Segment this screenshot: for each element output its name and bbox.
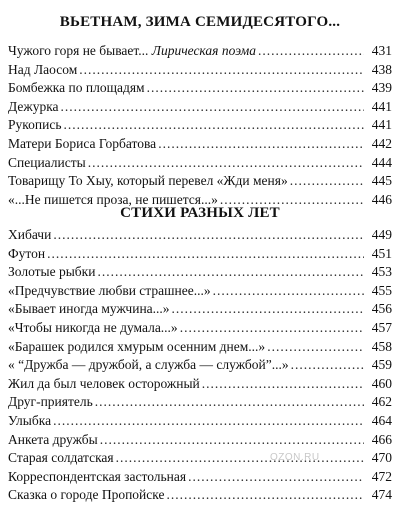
dot-leader — [291, 356, 364, 375]
toc-entry-page: 458 — [371, 338, 392, 354]
toc-entry-page: 431 — [371, 43, 392, 58]
toc-entry-page: 470 — [371, 450, 392, 466]
toc-entry — [8, 135, 392, 154]
toc-entry-page: 456 — [371, 301, 392, 317]
toc-entry — [8, 226, 392, 245]
dot-leader — [53, 226, 364, 245]
toc-entry-page: 464 — [371, 412, 392, 428]
toc-entry-title: «Предчувствие любви страшнее...» — [8, 282, 211, 298]
toc-entry — [8, 449, 392, 468]
toc-entry — [8, 319, 392, 338]
toc-entry-title: Бомбежка по площадям — [8, 80, 145, 96]
dot-leader — [258, 42, 364, 61]
toc-entry — [8, 486, 392, 505]
toc-entry-page: 457 — [371, 319, 392, 335]
toc-entry-title: Над Лаосом — [8, 61, 78, 77]
toc-entry-title: Футон — [8, 245, 46, 261]
dot-leader — [47, 245, 364, 264]
toc-entry — [8, 300, 392, 319]
toc-entry — [8, 431, 392, 450]
toc-entry-page: 438 — [371, 61, 392, 77]
dot-leader — [188, 468, 364, 487]
toc-entry-title: «Чтобы никогда не думала...» — [8, 319, 178, 335]
toc-entry-title: Дежурка — [8, 98, 59, 114]
toc-entry-title: Корреспондентская застольная — [8, 468, 187, 484]
toc-entry — [8, 98, 392, 117]
toc-entry-title: Улыбка — [8, 412, 52, 428]
toc-entry — [8, 375, 392, 394]
dot-leader — [61, 98, 364, 117]
section-title-vietnam: ВЬЕТНАМ, ЗИМА СЕМИДЕСЯТОГО... — [59, 14, 341, 30]
toc-entry-page: 459 — [371, 357, 392, 373]
toc-entry — [8, 468, 392, 487]
toc-entry-page: 449 — [371, 227, 392, 242]
dot-leader — [53, 412, 364, 431]
toc-entry-title: «Бывает иногда мужчина...» — [8, 301, 170, 317]
dot-leader — [213, 282, 364, 301]
dot-leader — [290, 172, 364, 191]
dot-leader — [88, 154, 364, 173]
toc-entry-title: Золотые рыбки — [8, 264, 96, 280]
toc-entry — [8, 412, 392, 431]
dot-leader — [97, 263, 364, 282]
toc-entry-title: Жил да был человек осторожный — [8, 375, 200, 391]
toc-entry — [8, 116, 392, 135]
toc-entry-title — [8, 42, 256, 61]
toc-entry-title: Матери Бориса Горбатова — [8, 135, 157, 151]
toc-entry-page: 445 — [371, 173, 392, 189]
toc-entry-page: 472 — [371, 468, 392, 484]
toc-entry-subtitle: Лирическая поэма — [151, 43, 256, 58]
toc-entry — [8, 282, 392, 301]
dot-leader — [172, 300, 364, 319]
toc-entry-title-text: Чужого горя не бывает... — [8, 43, 149, 58]
toc-entry — [8, 79, 392, 98]
toc-entry-title: Хибачи — [8, 227, 52, 242]
dot-leader — [202, 375, 364, 394]
toc-entry — [8, 61, 392, 80]
toc-entry — [8, 245, 392, 264]
toc-entry — [8, 393, 392, 412]
dot-leader — [100, 431, 364, 450]
dot-leader — [63, 116, 364, 135]
toc-entry-page: 453 — [371, 264, 392, 280]
toc-entry-title: Старая солдатская — [8, 450, 114, 466]
watermark: OZON.RU — [270, 452, 320, 463]
dot-leader — [158, 135, 364, 154]
toc-entry-title: « “Дружба — дружбой, а служба — службой”...» — [8, 357, 289, 373]
toc-entry-page: 439 — [371, 80, 392, 96]
toc-entry-page: 442 — [371, 135, 392, 151]
dot-leader — [180, 319, 364, 338]
toc-entry-title: Сказка о городе Пропойске — [8, 487, 165, 503]
toc-list-various-years — [8, 226, 392, 505]
toc-entry-title: Друг-приятель — [8, 394, 93, 410]
toc-entry-title: «...Не пишется проза, не пишется...» — [8, 191, 218, 207]
toc-entry — [8, 356, 392, 375]
toc-entry — [8, 263, 392, 282]
toc-entry — [8, 338, 392, 357]
toc-list-vietnam — [8, 42, 392, 209]
toc-entry-page: 441 — [371, 117, 392, 133]
toc-entry-title: Рукопись — [8, 117, 62, 133]
toc-entry-page: 451 — [371, 245, 392, 261]
dot-leader — [267, 338, 364, 357]
toc-entry-page: 444 — [371, 154, 392, 170]
toc-entry-title: Товарищу То Хыу, который перевел «Жди меня» — [8, 173, 288, 189]
toc-entry-page: 474 — [371, 487, 392, 503]
dot-leader — [166, 486, 364, 505]
dot-leader — [116, 449, 364, 468]
toc-entry-title: Специалисты — [8, 154, 86, 170]
toc-entry-page: 455 — [371, 282, 392, 298]
toc-entry — [8, 42, 392, 61]
dot-leader — [79, 61, 364, 80]
toc-entry-page: 446 — [371, 191, 392, 207]
toc-entry-page: 466 — [371, 431, 392, 447]
toc-entry-page: 462 — [371, 394, 392, 410]
toc-entry-page: 460 — [371, 375, 392, 391]
toc-entry — [8, 172, 392, 191]
dot-leader — [147, 79, 364, 98]
toc-entry-title: Анкета дружбы — [8, 431, 98, 447]
toc-entry-page: 441 — [371, 98, 392, 114]
toc-entry — [8, 154, 392, 173]
dot-leader — [95, 393, 364, 412]
toc-entry-title: «Барашек родился хмурым осенним днем...» — [8, 338, 266, 354]
section-title-various-years: СТИХИ РАЗНЫХ ЛЕТ — [120, 205, 280, 221]
